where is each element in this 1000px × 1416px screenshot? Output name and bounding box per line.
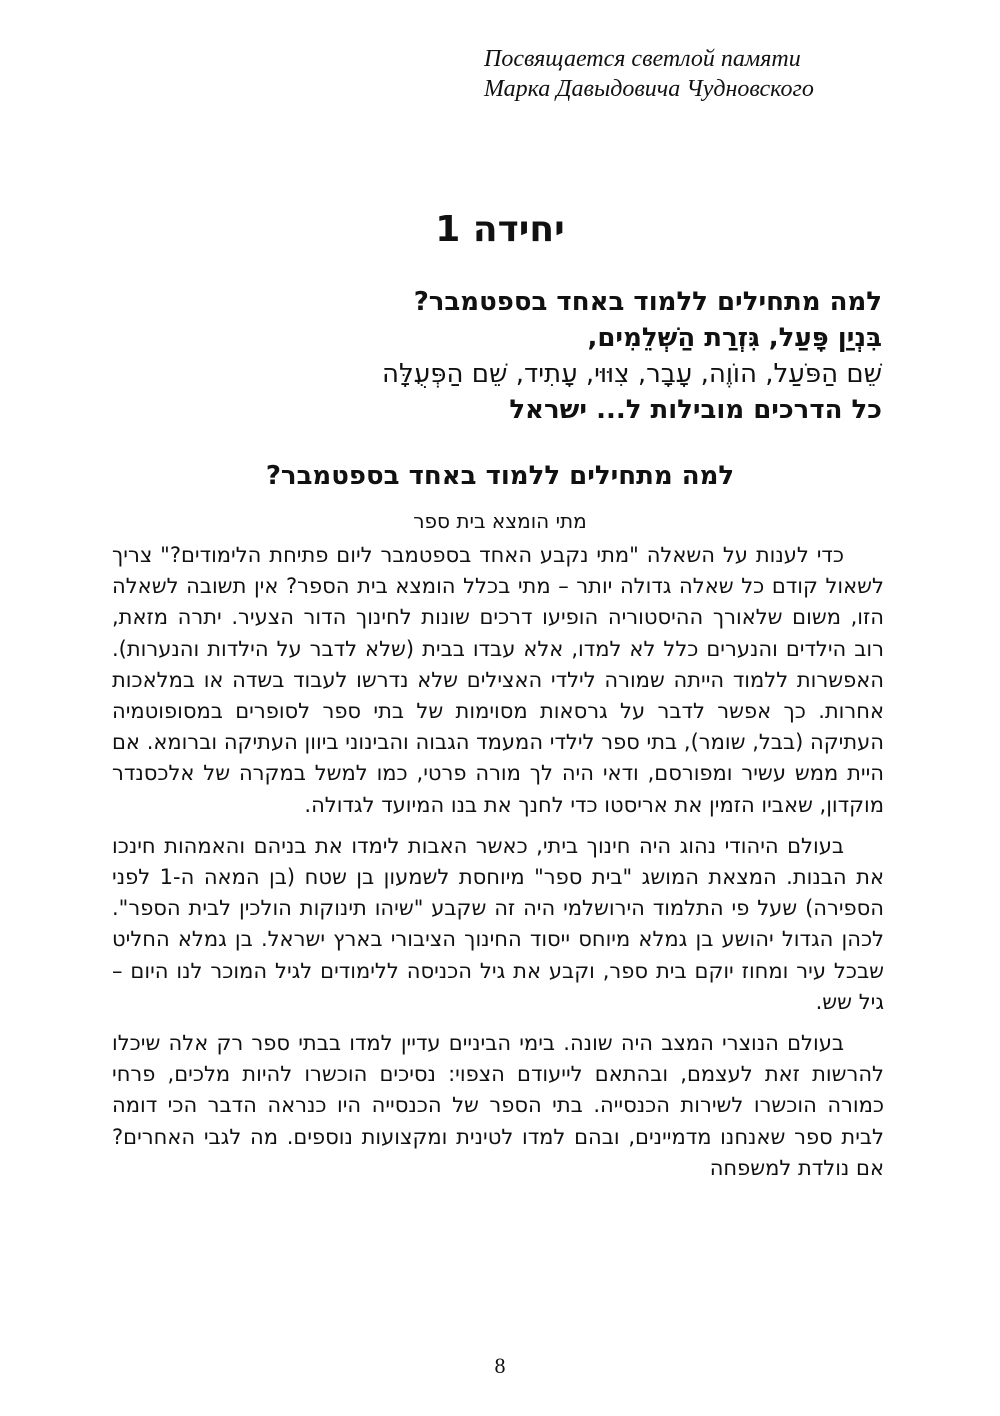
lesson-question: למה מתחילים ללמוד באחד בספטמבר? [413, 287, 882, 317]
lesson-heading [112, 284, 882, 428]
dedication [484, 44, 904, 104]
dedication-line-1: Посвящается светлой памяти [484, 46, 801, 72]
dedication-line-2: Марка Давыдовича Чудновского [484, 76, 814, 102]
lesson-subtitle-line: כל הדרכים מובילות ל... ישראל [509, 395, 882, 425]
grammar-forms-line: שֵׁם הַפֹּעַל, הוֹוֶה, עָבָר, צִוּוּי, עָתִיד, שֵׁם הַפְּעֻלָּה [382, 359, 882, 389]
unit-title: יחידה 1 [435, 209, 565, 250]
paragraph-2: בעולם היהודי נהוג היה חינוך ביתי, כאשר האבות לימדו את בניהם והאמהות חינכו את הבנות. המצאת המושג "בית ספר" מיוחסת לשמעון בן שטח (בן המאה ה-1 לפני הספירה) שעל פי התלמוד הירושלמי היה זה שקבע "שיהו תינוקות הולכין לבית הספר". לכהן הגדול יהושע בן גמלא מיוחס ייסוד החינוך הציבורי בארץ ישראל. בן גמלא החליט שבכל עיר ומחוז יוקם בית ספר, וקבע את גיל הכניסה ללימודים לגיל המוכר לנו היום – גיל שש. [112, 833, 884, 1014]
grammar-binyan-line: בִּנְיַן פָּעַל, גִּזְרַת הַשְּׁלֵמִים, [587, 323, 882, 353]
section-subtitle: מתי הומצא בית ספר [413, 509, 587, 533]
section-title: למה מתחילים ללמוד באחד בספטמבר? [265, 461, 735, 491]
page-number: 8 [494, 1353, 506, 1378]
article-body [112, 540, 884, 1194]
paragraph-3: בעולם הנוצרי המצב היה שונה. בימי הביניים עדיין למדו בבתי ספר רק אלה שיכלו להרשות זאת לעצמם, ובהתאם לייעודם הצפוי: נסיכים הוכשרו להיות מלכים, פרחי כמורה הוכשרו לשירות הכנסייה. בתי הספר של הכנסייה היו כנראה הדבר הכי דומה לבית ספר שאנחנו מדמיינים, ובהם למדו לטינית ומקצועות נוספים. מה לגבי האחרים? אם נולדת למשפחה [112, 1031, 884, 1180]
paragraph-1: כדי לענות על השאלה "מתי נקבע האחד בספטמבר ליום פתיחת הלימודים?" צריך לשאול קודם כל שאלה גדולה יותר – מתי בכלל הומצא בית הספר? אין תשובה לשאלה הזו, משום שלאורך ההיסטוריה הופיעו דרכים שונות לחינוך הדור הצעיר. יתרה מזאת, רוב הילדים והנערים כלל לא למדו, אלא עבדו בבית (שלא לדבר על הילדות והנערות). האפשרות ללמוד הייתה שמורה לילדי האצילים שלא נדרשו לעבוד בשדה או במלאכות אחרות. כך אפשר לדבר על גרסאות מסוימות של בתי ספר לסופרים במסופוטמיה העתיקה (בבל, שומר), בתי ספר לילדי המעמד הגבוה והבינוני ביוון העתיקה וברומא. אם היית ממש עשיר ומפורסם, ודאי היה לך מורה פרטי, כמו למשל במקרה של אלכסנדר מוקדון, שאביו הזמין את אריסטו כדי לחנך את בנו המיועד לגדולה. [112, 543, 884, 817]
